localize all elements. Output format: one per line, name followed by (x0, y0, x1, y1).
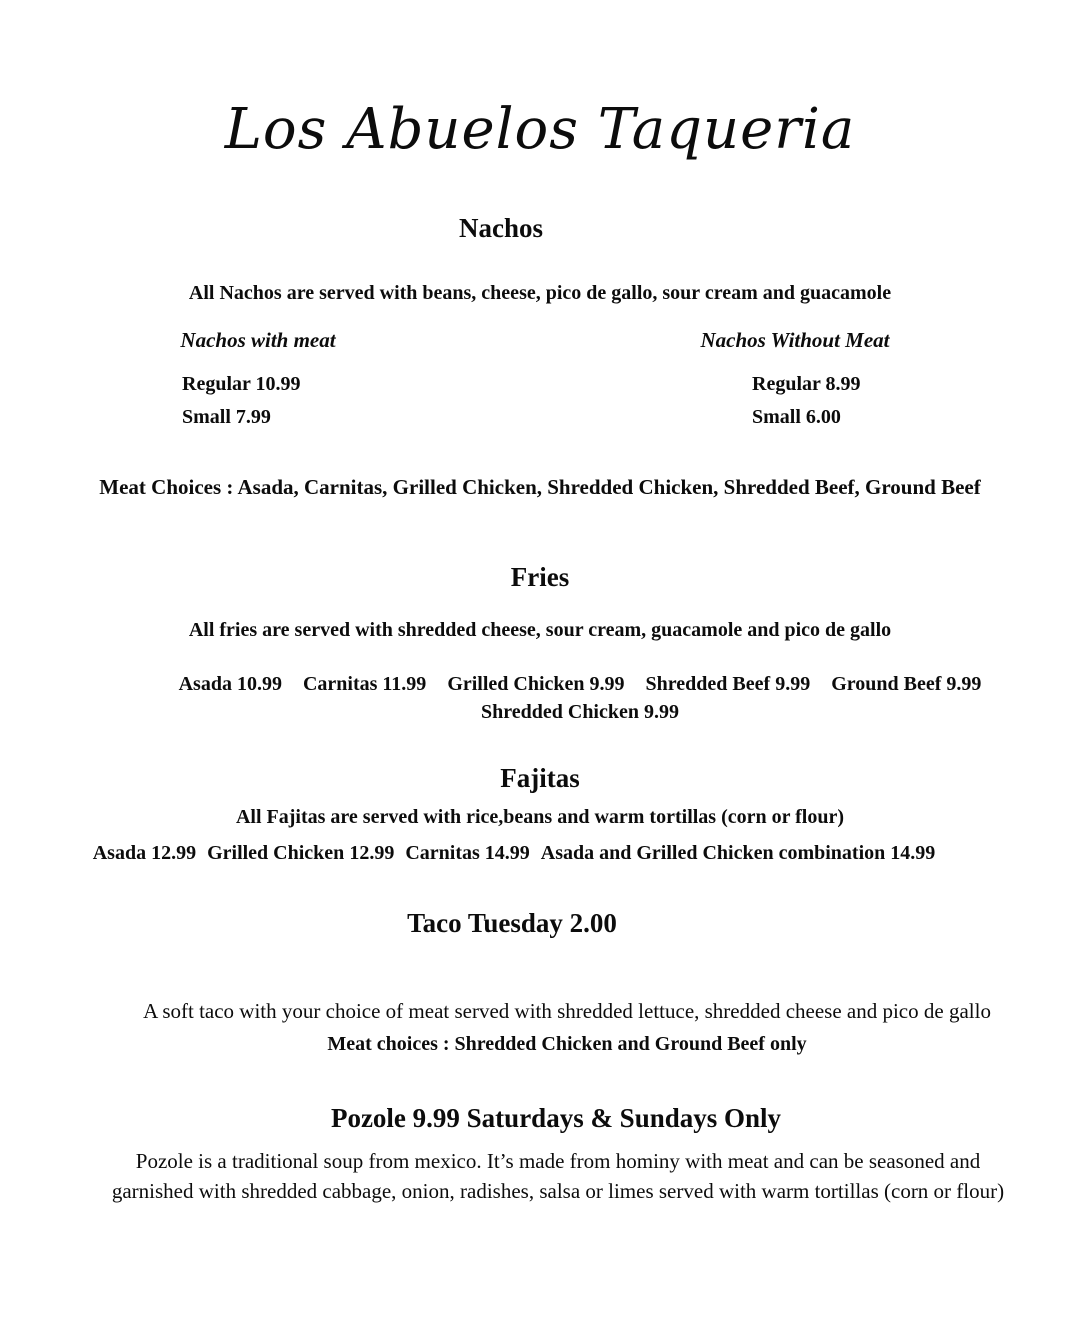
item-price: 12.99 (151, 842, 197, 864)
menu-item (179, 670, 282, 698)
menu-item (646, 670, 811, 698)
nachos-without-meat-column (625, 329, 965, 434)
item-name: Asada and Grilled Chicken combination (540, 842, 886, 864)
taco-tuesday-heading: Taco Tuesday 2.00 (407, 908, 617, 938)
taco-tuesday-meat-note: Meat choices : Shredded Chicken and Ground Beef only (327, 1033, 807, 1055)
menu-item (752, 368, 965, 401)
item-name: Shredded Beef (645, 673, 771, 695)
nachos-note: All Nachos are served with beans, cheese, pico de gallo, sour cream and guacamole (188, 282, 892, 304)
item-name: Grilled Chicken (447, 673, 585, 695)
item-name: Ground Beef (831, 673, 942, 695)
item-name: Carnitas (302, 673, 378, 695)
fajitas-heading: Fajitas (500, 763, 580, 793)
menu-item (207, 841, 394, 865)
item-size: Small (752, 406, 801, 428)
item-size: Regular (182, 373, 251, 395)
nachos-heading: Nachos (458, 213, 543, 243)
nachos-without-meat-heading: Nachos Without Meat (700, 328, 890, 352)
section-taco-tuesday (0, 908, 1080, 1056)
section-pozole (0, 1103, 1080, 1206)
item-name: Carnitas (405, 842, 480, 864)
item-name: Asada (178, 673, 232, 695)
restaurant-name: Los Abuelos Taqueria (224, 97, 856, 162)
menu-item (752, 401, 965, 434)
nachos-without-meat-prices (625, 368, 965, 434)
menu-item (831, 670, 981, 698)
item-size: Regular (752, 373, 821, 395)
pozole-description-line: Pozole is a traditional soup from mexico. It’s made from hominy with meat and can be seasoned and (135, 1149, 981, 1173)
section-nachos (0, 213, 1080, 500)
item-price: 9.99 (644, 701, 679, 723)
fries-note: All fries are served with shredded cheese, sour cream, guacamole and pico de gallo (188, 619, 892, 641)
item-name: Asada (92, 842, 147, 864)
item-price: 9.99 (946, 673, 982, 695)
nachos-columns (0, 329, 1080, 434)
menu-item (405, 841, 529, 865)
section-fries (0, 562, 1080, 726)
fajitas-items (0, 841, 1054, 865)
nachos-with-meat-prices (88, 368, 428, 434)
pozole-heading: Pozole 9.99 Saturdays & Sundays Only (330, 1103, 782, 1133)
fries-items (130, 670, 1030, 726)
fries-heading: Fries (510, 562, 570, 592)
nachos-with-meat-heading: Nachos with meat (180, 328, 336, 352)
item-size: Small (182, 406, 231, 428)
taco-tuesday-description: A soft taco with your choice of meat served with shredded lettuce, shredded cheese and pico de gallo (143, 999, 991, 1023)
menu-item (182, 401, 428, 434)
item-price: 8.99 (825, 373, 861, 395)
pozole-description-line: garnished with shredded cabbage, onion, radishes, salsa or limes served with warm tortillas (corn or flour) (111, 1179, 1005, 1203)
menu-item (303, 670, 426, 698)
nachos-meat-choices: Meat Choices : Asada, Carnitas, Grilled Chicken, Shredded Chicken, Shredded Beef, Ground Beef (99, 475, 981, 499)
menu-item (481, 698, 679, 726)
item-price: 6.00 (805, 406, 841, 428)
item-price: 9.99 (775, 673, 811, 695)
item-name: Shredded Chicken (480, 701, 639, 723)
menu-item (93, 841, 196, 865)
fajitas-note: All Fajitas are served with rice,beans and warm tortillas (corn or flour) (235, 806, 845, 828)
item-name: Grilled Chicken (207, 842, 345, 864)
menu-item (447, 670, 624, 698)
pozole-description (18, 1146, 1080, 1206)
item-price: 9.99 (589, 673, 625, 695)
item-price: 12.99 (349, 842, 395, 864)
item-price: 11.99 (382, 673, 427, 695)
menu-item (541, 841, 936, 865)
menu-item (182, 368, 428, 401)
item-price: 10.99 (236, 673, 282, 695)
item-price: 14.99 (890, 842, 936, 864)
section-fajitas (0, 763, 1080, 865)
nachos-with-meat-column (88, 329, 428, 434)
item-price: 10.99 (255, 373, 301, 395)
item-price: 14.99 (484, 842, 530, 864)
item-price: 7.99 (235, 406, 271, 428)
